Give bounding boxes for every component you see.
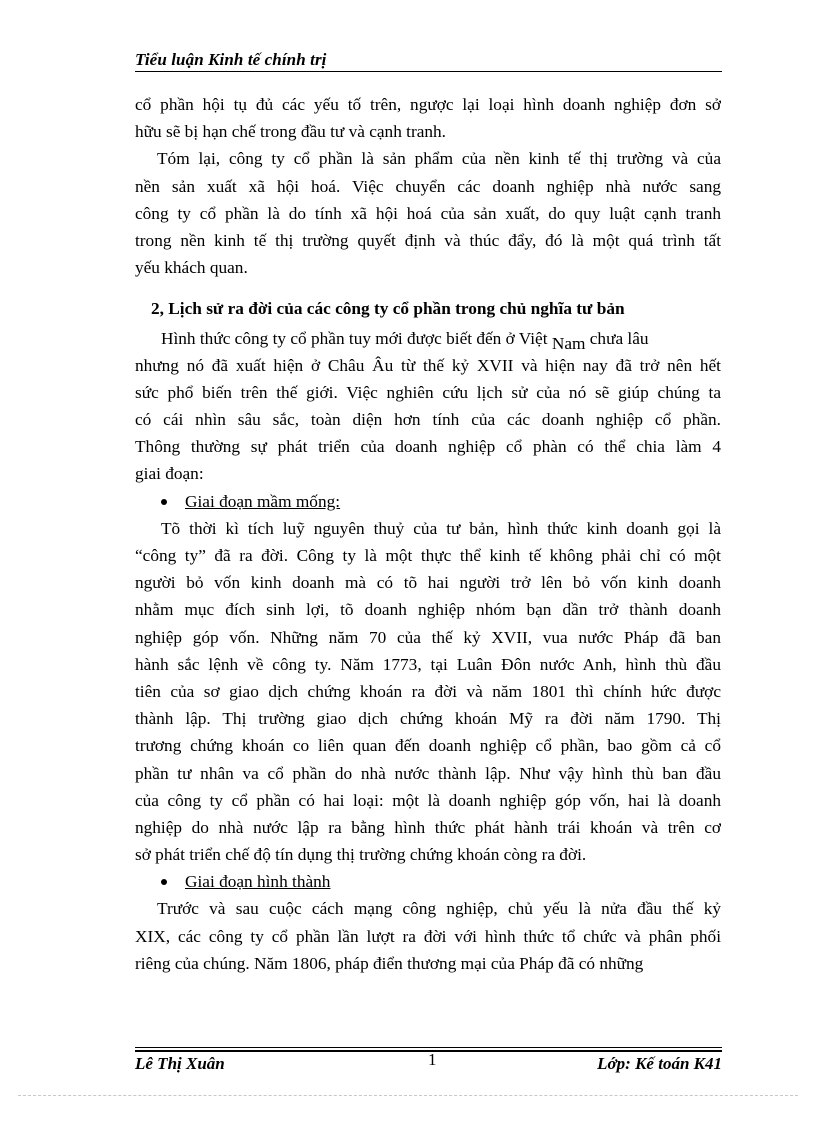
text-line: riêng của chúng. Năm 1806, pháp điển thương mại của Pháp đã có những xyxy=(135,953,644,973)
text-line: nhằm mục đích sinh lợi, tõ doanh nghiệp nhóm bạn dần trở thành doanh xyxy=(135,600,721,620)
header-rule xyxy=(135,71,722,72)
text-line: nền sản xuất xã hội hoá. Việc chuyển các doanh nghiệp nhà nước sang xyxy=(135,176,721,196)
text-line: trong nền kinh tế thị trường quyết định và thúc đẩy, đó là một quá trình tất xyxy=(135,230,721,250)
text-line: thành lập. Thị trường giao dịch chứng khoán Mỹ ra đời năm 1790. Thị xyxy=(135,709,721,729)
text-line: có cái nhìn sâu sắc, toàn diện hơn tính của các doanh nghiệp cổ phần. xyxy=(135,410,721,430)
text-line: công ty cổ phần là do tính xã hội hoá của sản xuất, do quy luật cạnh tranh xyxy=(135,203,721,223)
text-line: nhưng nó đã xuất hiện ở Châu Âu từ thế kỷ XVII và hiện nay đã trở nên hết xyxy=(135,355,721,375)
footer-class: Lớp: Kế toán K41 xyxy=(597,1054,722,1073)
text-line: phần tư nhân va cổ phần do nhà nước thành lập. Như vậy hình thù ban đầu xyxy=(135,763,721,783)
text-line: yếu khách quan. xyxy=(135,258,248,278)
text-line: XIX, các công ty cổ phần lần lượt ra đời với hình thức tổ chức và phân phối xyxy=(135,926,721,946)
bullet-label: Giai đoạn hình thành xyxy=(185,872,331,892)
text-line: Thông thường sự phát triển của doanh nghiệp cổ phàn có thể chia làm 4 xyxy=(135,437,721,457)
text-line: nghiệp góp vốn. Những năm 70 của thế kỷ XVII, vua nước Pháp đã ban xyxy=(135,627,721,647)
header-title: Tiểu luận Kinh tế chính trị xyxy=(135,50,327,69)
text-line: Tõ thời kì tích luỹ nguyên thuỷ của tư bản, hình thức kinh doanh gọi là xyxy=(161,518,721,538)
text-line: sở phát triển chế độ tín dụng thị trường chứng khoán còng ra đời. xyxy=(135,845,587,865)
text-line: sức phổ biến trên thế giới. Việc nghiên cứu lịch sử của nó sẽ giúp chúng ta xyxy=(135,382,721,402)
footer-rule xyxy=(135,1047,722,1048)
text-line xyxy=(135,325,721,352)
text-line: cổ phần hội tụ đủ các yếu tố trên, ngược lại loại hình doanh nghiệp đơn sở xyxy=(135,95,721,114)
text-fragment: chưa lâu xyxy=(589,328,649,348)
text-line: trương chứng khoán co liên quan đến doanh nghiệp cổ phần, bao gồm cả cổ xyxy=(135,736,721,756)
text-fragment: Hình thức công ty cổ phần tuy mới được biết đến ở Việt xyxy=(161,328,548,348)
document-body xyxy=(135,91,721,977)
text-line: nghiệp do nhà nước lập ra bằng hình thức phát hành trái khoán và trên cơ xyxy=(135,817,721,837)
text-line: của công ty cổ phần có hai loại: một là doanh nghiệp góp vốn, hai là doanh xyxy=(135,790,721,810)
text-line: Trước và sau cuộc cách mạng công nghiệp, chủ yếu là nửa đầu thế kỷ xyxy=(157,899,721,919)
bullet-item xyxy=(135,868,721,895)
page-break-line xyxy=(18,1095,798,1096)
raised-word: Nam xyxy=(551,333,586,353)
text-line: hữu sẽ bị hạn chế trong đầu tư và cạnh tranh. xyxy=(135,122,446,142)
bullet-item xyxy=(135,488,721,515)
footer-author: Lê Thị Xuân xyxy=(135,1054,225,1073)
page-number: 1 xyxy=(428,1050,437,1069)
text-line: Tóm lại, công ty cổ phần là sản phẩm của nền kinh tế thị trường và của xyxy=(157,149,721,169)
bullet-icon xyxy=(161,879,167,885)
text-line: hành sắc lệnh về công ty. Năm 1773, tại Luân Đôn nước Anh, hình thù đầu xyxy=(135,654,721,674)
text-line: người bỏ vốn kinh doanh mà có tõ hai người trở lên bỏ vốn kinh doanh xyxy=(135,573,721,593)
bullet-label: Giai đoạn mầm mống: xyxy=(185,491,341,511)
text-line: “công ty” đã ra đời. Công ty là một thực thể kinh tế không phải chỉ có một xyxy=(135,546,721,565)
bullet-icon xyxy=(161,499,167,505)
section-heading: 2, Lịch sử ra đời của các công ty cổ phần trong chủ nghĩa tư bản xyxy=(151,299,625,319)
text-line: giai đoạn: xyxy=(135,464,204,484)
text-line: tiên của sơ giao dịch chứng khoán ra đời và năm 1801 thì chính hức được xyxy=(135,681,721,701)
